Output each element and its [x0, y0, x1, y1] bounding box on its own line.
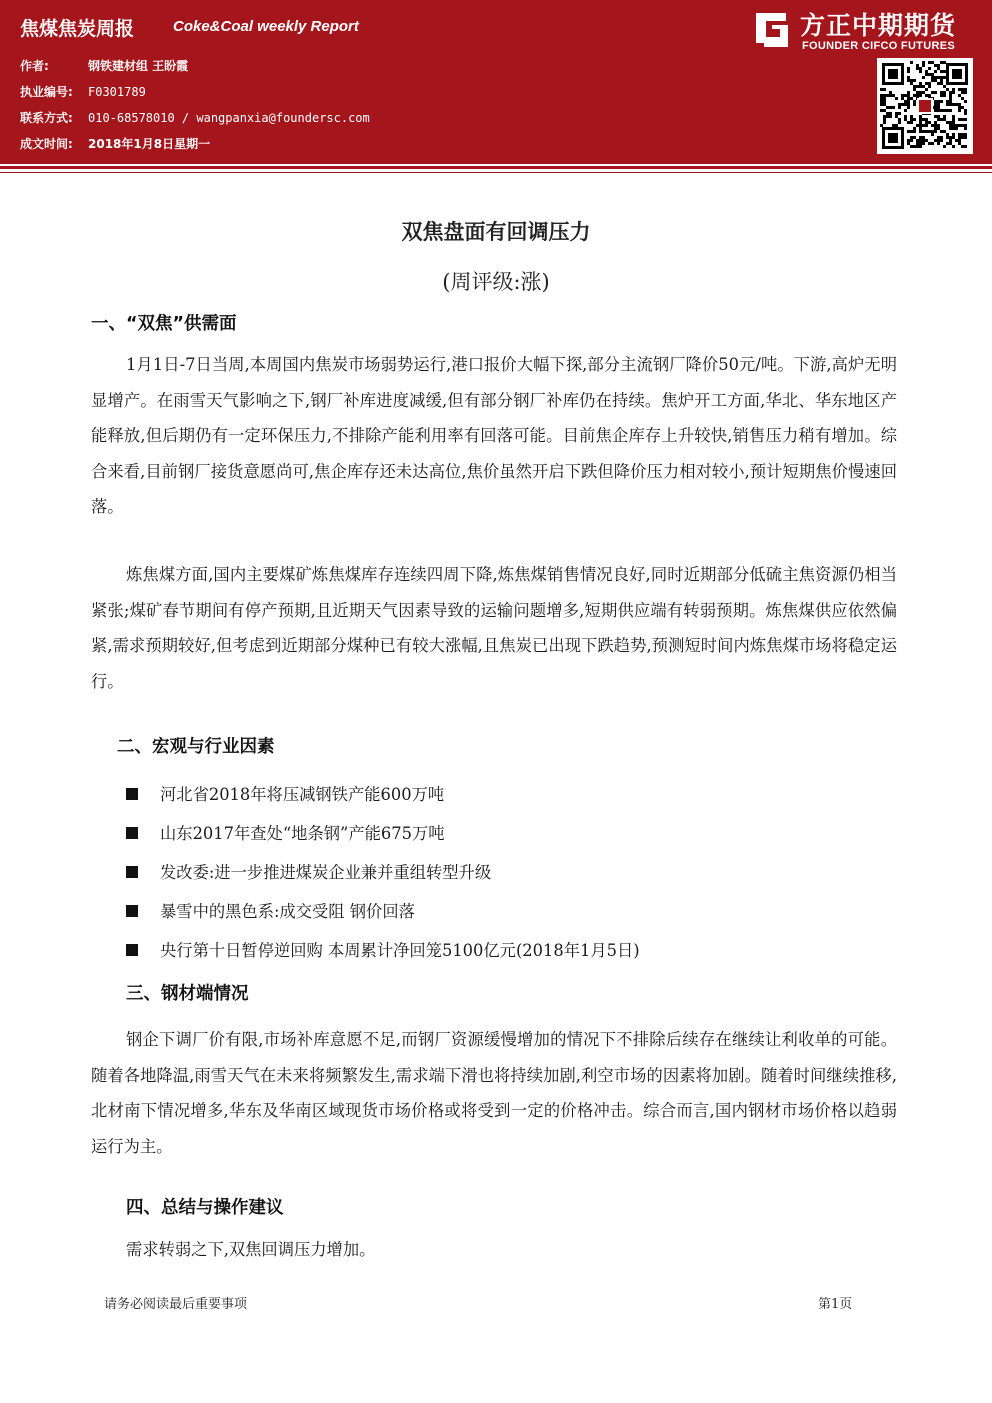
date-row: [20, 135, 210, 152]
list-item: [126, 855, 640, 894]
list-item-text: 央行第十日暂停逆回购 本周累计净回笼5100亿元(2018年1月5日): [160, 941, 640, 960]
section-1-heading: 一、“双焦”供需面: [91, 314, 237, 334]
weekly-rating: (周评级:涨): [442, 270, 550, 294]
author-row: [20, 57, 188, 74]
list-item-text: 山东2017年查处“地条钢”产能675万吨: [160, 824, 445, 843]
list-item-text: 暴雪中的黑色系:成交受阻 钢价回落: [160, 902, 415, 921]
header-rule-thin: [0, 172, 992, 173]
list-item: [126, 777, 640, 816]
list-item-text: 河北省2018年将压减钢铁产能600万吨: [160, 785, 445, 804]
list-item-text: 发改委:进一步推进煤炭企业兼并重组转型升级: [160, 863, 492, 882]
square-bullet-icon: [126, 866, 138, 878]
section-1-paragraph-2: 炼焦煤方面,国内主要煤矿炼焦煤库存连续四周下降,炼焦煤销售情况良好,同时近期部分低硫主焦资源仍相当紧张;煤矿春节期间有停产预期,且近期天气因素导致的运输问题增多,短期供应端有转弱预期。炼焦煤供应依然偏紧,需求预期较好,但考虑到近期部分煤种已有较大涨幅,且焦炭已出现下跌趋势,预测短时间内炼焦煤市场将稳定运行。: [91, 565, 897, 691]
report-header: [0, 0, 992, 164]
news-bullet-list: [126, 777, 640, 972]
license-label: 执业编号:: [20, 85, 73, 99]
contact-value[interactable]: 010-68578010 / wangpanxia@foundersc.com: [88, 111, 370, 125]
logo-text-cn: 方正中期期货: [800, 11, 957, 40]
footer-notice: 请务必阅读最后重要事项: [104, 1297, 248, 1312]
section-3-paragraph: 钢企下调厂价有限,市场补库意愿不足,而钢厂资源缓慢增加的情况下不排除后续存在继续让利收单的可能。随着各地降温,雨雪天气在未来将频繁发生,需求端下滑也将持续加剧,利空市场的因素将加剧。随着时间继续推移,北材南下情况增多,华东及华南区域现货市场价格或将受到一定的价格冲击。综合而言,国内钢材市场价格以趋弱运行为主。: [91, 1030, 897, 1156]
logo-mark-icon: [752, 7, 792, 51]
company-logo: [752, 5, 978, 55]
report-series-title: 焦煤焦炭周报: [20, 18, 135, 40]
date-value: 2018年1月8日星期一: [88, 137, 211, 151]
license-value: F0301789: [88, 85, 146, 99]
contact-row: [20, 109, 370, 126]
contact-label: 联系方式:: [20, 111, 73, 125]
date-label: 成文时间:: [20, 137, 73, 151]
square-bullet-icon: [126, 905, 138, 917]
report-series-title-en: Coke&Coal weekly Report: [173, 18, 359, 35]
square-bullet-icon: [126, 944, 138, 956]
license-row: [20, 83, 146, 100]
square-bullet-icon: [126, 827, 138, 839]
report-title: 双焦盘面有回调压力: [401, 220, 591, 244]
square-bullet-icon: [126, 788, 138, 800]
qr-code-icon: [877, 58, 973, 154]
author-label: 作者:: [20, 59, 49, 73]
author-value: 钢铁建材组 王盼霞: [88, 59, 189, 73]
page-number: 第1页: [818, 1297, 853, 1312]
section-3-heading: 三、钢材端情况: [126, 984, 249, 1004]
section-2-heading: 二、宏观与行业因素: [117, 737, 275, 757]
section-1-paragraph-1: 1月1日-7日当周,本周国内焦炭市场弱势运行,港口报价大幅下探,部分主流钢厂降价50元/吨。下游,高炉无明显增产。在雨雪天气影响之下,钢厂补库进度减缓,但有部分钢厂补库仍在持续。焦炉开工方面,华北、华东地区产能释放,但后期仍有一定环保压力,不排除产能利用率有回落可能。目前焦企库存上升较快,销售压力稍有增加。综合来看,目前钢厂接货意愿尚可,焦企库存还未达高位,焦价虽然开启下跌但降价压力相对较小,预计短期焦价慢速回落。: [91, 355, 897, 516]
logo-text-en: FOUNDER CIFCO FUTURES: [802, 40, 955, 52]
section-4-paragraph: 需求转弱之下,双焦回调压力增加。: [126, 1240, 376, 1259]
section-4-heading: 四、总结与操作建议: [126, 1198, 284, 1218]
header-rule: [0, 166, 992, 169]
list-item: [126, 816, 640, 855]
list-item: [126, 933, 640, 972]
list-item: [126, 894, 640, 933]
